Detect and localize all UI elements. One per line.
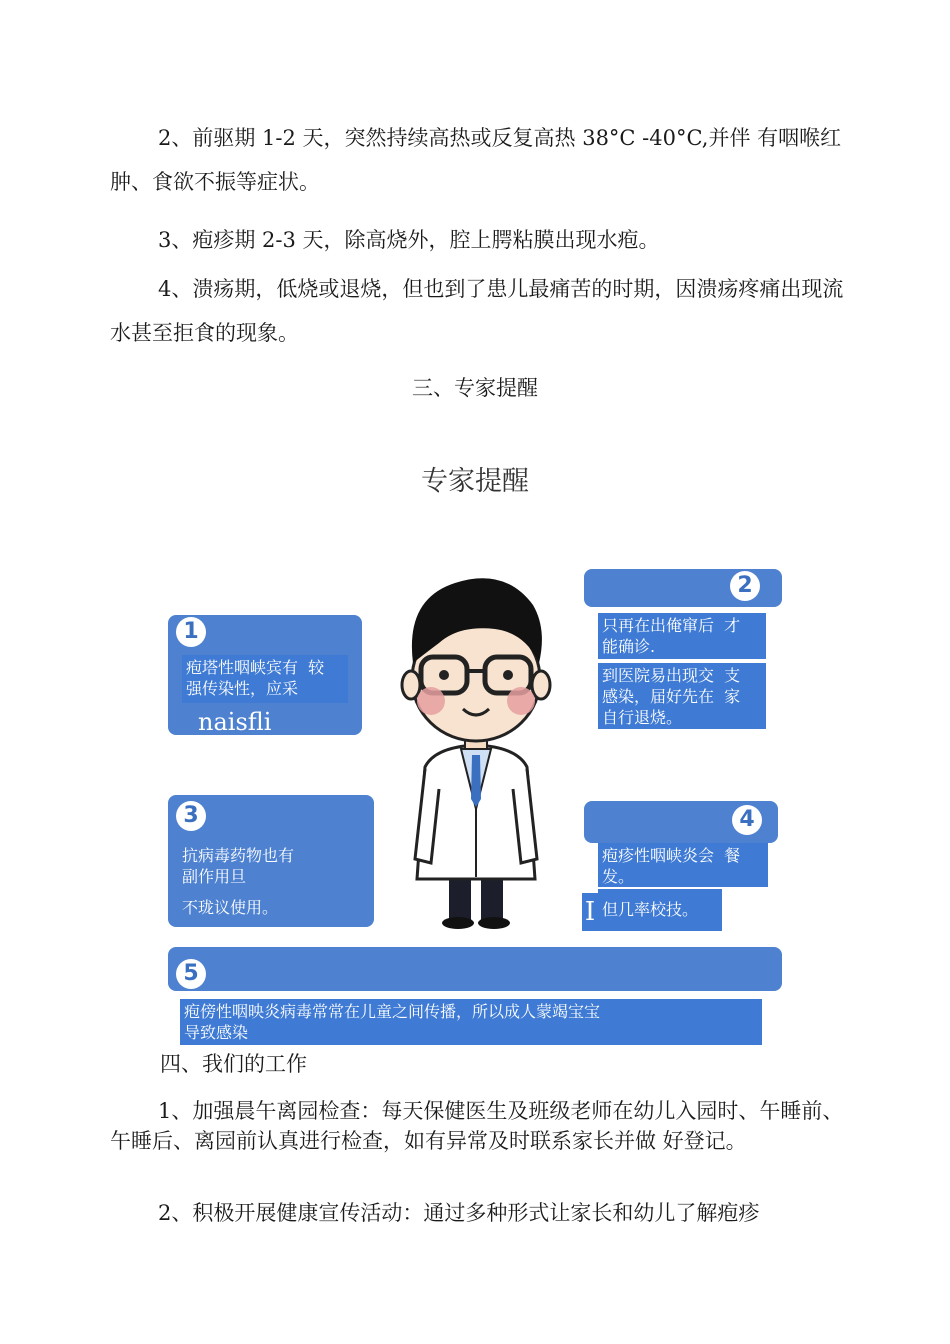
tip-3-number: 3 (176, 801, 206, 831)
doctor-illustration (375, 559, 577, 929)
section-heading-3: 三、专家提醒 (412, 376, 538, 400)
tip-3-text-a: 抗病毒药物也有 副作用旦 (182, 846, 295, 886)
expert-tips-infographic (168, 555, 782, 1050)
paragraph-prodromal (110, 116, 850, 204)
tip-5-number: 5 (176, 959, 206, 989)
work-item-1-text: 1、加强晨午离园检查：每天保健医生及班级老师在幼儿入园时、午睡前、午睡后、离园前认真进行检查，如有异常及时联系家长并做 好登记。 (110, 1099, 844, 1153)
paragraph-prodromal-text: 2、前驱期 1-2 天，突然持续高热或反复高热 38°C -40°C,并伴 有咽喉红肿、食欲不振等症状。 (110, 126, 842, 194)
tip-2-text-b: 到医院易出现交 支 感染，届好先在 家 自行退烧。 (598, 663, 766, 729)
paragraph-ulcer-text: 4、溃疡期，低烧或退烧，但也到了患儿最痛苦的时期，因溃疡疼痛出现流水甚至拒食的现象。 (110, 277, 844, 345)
paragraph-herpes (110, 218, 850, 262)
tip-4-number: 4 (732, 805, 762, 835)
work-item-2 (110, 1198, 850, 1228)
tip-1-number: 1 (176, 617, 206, 647)
doctor-icon (375, 559, 577, 929)
paragraph-herpes-text: 3、疱疹期 2-3 天，除高烧外，腔上腭粘膜出现水疱。 (158, 228, 660, 252)
tip-4-text-a: 疱疹性咽峡炎会 餐 发。 (598, 843, 768, 887)
tip-1-text: 疱塔性咽峡宾有 较 强传染性，应采 (182, 655, 348, 703)
garbled-text: naisfli (198, 708, 272, 736)
work-item-2-text: 2、积极开展健康宣传活动：通过多种形式让家长和幼儿了解疱疹 (158, 1201, 760, 1225)
tip-2-text-a: 只再在出俺窜后 才 能确诊. (598, 613, 766, 659)
paragraph-ulcer (110, 267, 850, 355)
tip-2-number: 2 (730, 571, 760, 601)
infographic-title: 专家提醒 (421, 466, 529, 497)
tip-4-text-b: 但几率校技。 (598, 889, 722, 931)
tip-5-text: 疱傍性咽映炎病毒常常在儿童之间传播，所以成人蒙竭宝宝 导致感染 (180, 999, 762, 1045)
tip-5-band (168, 947, 782, 991)
section-heading-4: 四、我们的工作 (160, 1052, 307, 1076)
stray-mark: I (582, 893, 598, 931)
tip-3-text-b: 不珑议使用。 (182, 898, 279, 917)
work-item-1 (110, 1096, 850, 1156)
